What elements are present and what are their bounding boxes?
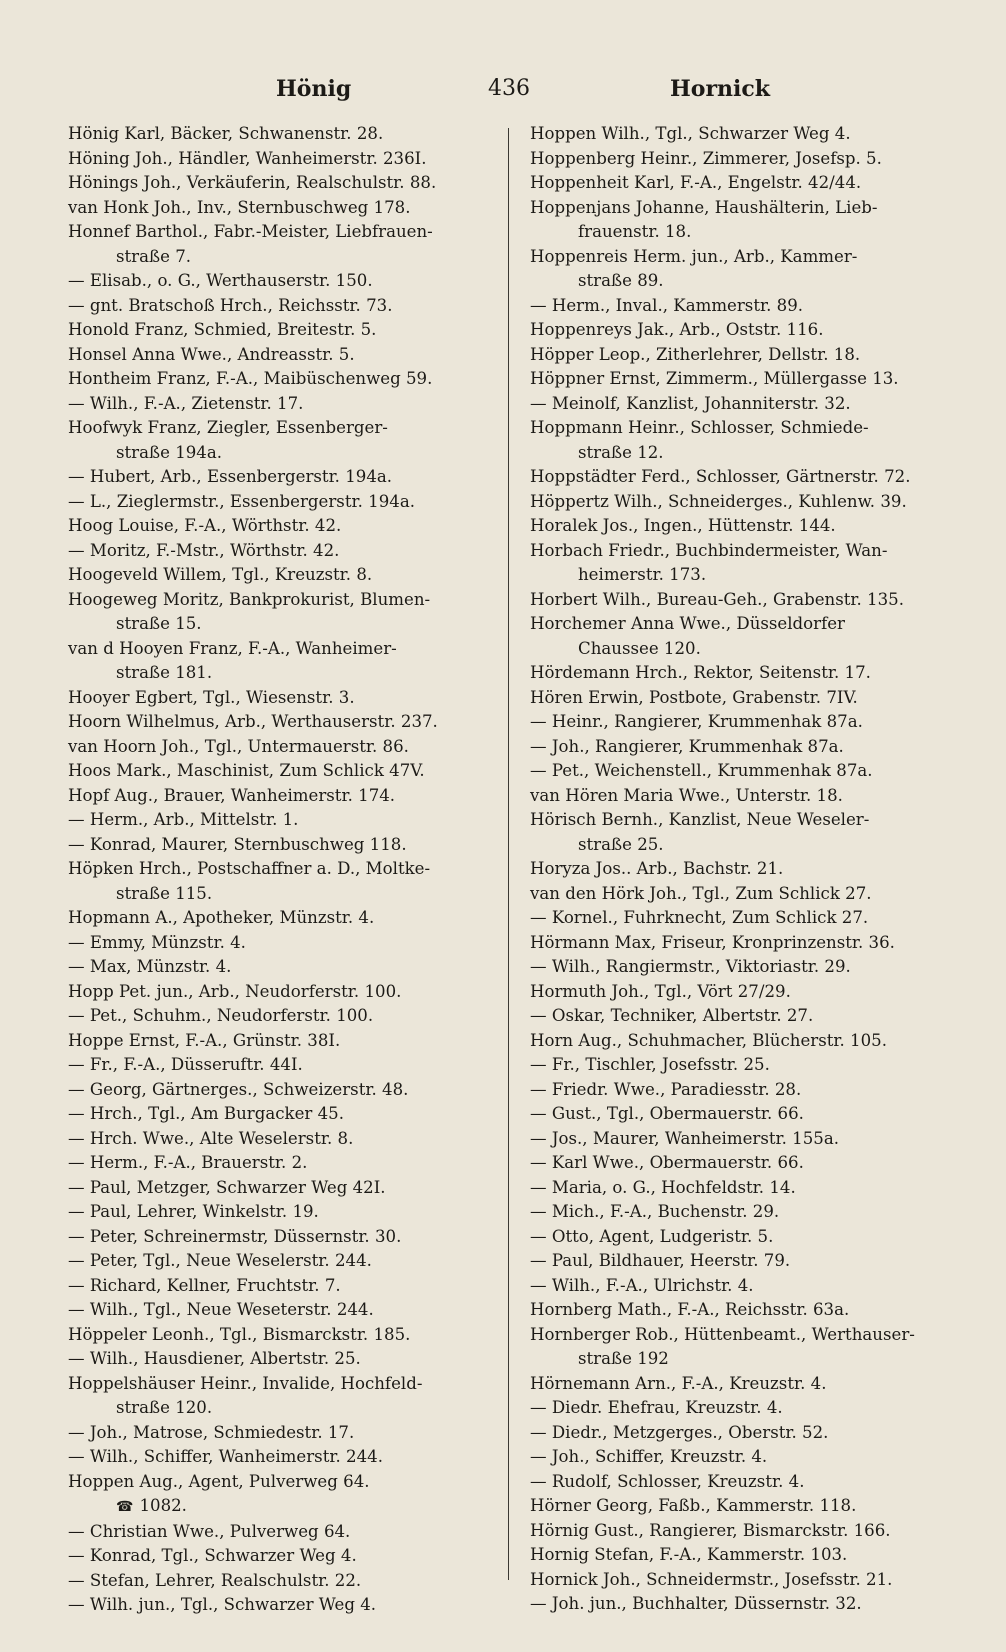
entry-text: Hoorn Wilhelmus, Arb., Werthauserstr. 237. xyxy=(68,712,438,731)
entry-text: Hoppenheit Karl, F.-A., Engelstr. 42/44. xyxy=(530,173,862,192)
entry-text: — Konrad, Maurer, Sternbuschweg 118. xyxy=(68,834,407,854)
directory-entry xyxy=(530,196,930,245)
entry-text: — Kornel., Fuhrknecht, Zum Schlick 27. xyxy=(530,908,869,927)
directory-entry xyxy=(68,1176,478,1201)
entry-text: — Herm., Arb., Mittelstr. 1. xyxy=(68,810,299,829)
directory-entry xyxy=(68,906,478,931)
entry-text: Höpken Hrch., Postschaffner a. D., Moltke- xyxy=(68,859,431,878)
entry-text: — Christian Wwe., Pulverweg 64. xyxy=(68,1521,351,1541)
directory-entry xyxy=(68,1004,478,1029)
directory-entry xyxy=(68,367,478,392)
entry-text: — Fr., Tischler, Josefsstr. 25. xyxy=(530,1055,770,1074)
entry-continuation: straße 120. xyxy=(116,1398,213,1417)
directory-entry xyxy=(68,1323,478,1348)
directory-entry xyxy=(530,490,930,515)
entry-text: — Pet., Schuhm., Neudorferstr. 100. xyxy=(68,1006,374,1025)
directory-entry xyxy=(530,1445,930,1470)
directory-entry xyxy=(530,245,930,294)
directory-entry xyxy=(530,1078,930,1103)
entry-text: Hoogeweg Moritz, Bankprokurist, Blumen- xyxy=(68,589,431,609)
entry-text: — Karl Wwe., Obermauerstr. 66. xyxy=(530,1153,804,1172)
directory-entry xyxy=(530,1543,930,1568)
directory-entry xyxy=(68,465,478,490)
directory-entry xyxy=(68,784,478,809)
entry-text: — Wilh., Hausdiener, Albertstr. 25. xyxy=(68,1349,361,1368)
entry-text: Honsel Anna Wwe., Andreasstr. 5. xyxy=(68,344,355,364)
directory-entry xyxy=(530,857,930,882)
entry-continuation: straße 192 xyxy=(578,1349,669,1368)
directory-entry xyxy=(68,588,478,637)
entry-text: van d Hooyen Franz, F.-A., Wanheimer- xyxy=(68,638,397,658)
directory-entry xyxy=(530,416,930,465)
entry-text: Hontheim Franz, F.-A., Maibüschenweg 59. xyxy=(68,369,433,388)
directory-entry xyxy=(530,1029,930,1054)
directory-entry xyxy=(68,490,478,515)
directory-entry xyxy=(530,392,930,417)
entry-text: Hopmann A., Apotheker, Münzstr. 4. xyxy=(68,908,375,927)
entry-text: Honnef Barthol., Fabr.-Meister, Liebfrauen- xyxy=(68,222,433,241)
directory-entry xyxy=(530,465,930,490)
entry-text: — Meinolf, Kanzlist, Johanniterstr. 32. xyxy=(530,393,851,413)
directory-entry xyxy=(68,833,478,858)
directory-entry xyxy=(530,588,930,613)
directory-entry xyxy=(68,955,478,980)
entry-text: — Pet., Weichenstell., Krummenhak 87a. xyxy=(530,761,873,780)
entry-continuation: straße 194a. xyxy=(116,442,223,462)
entry-text: Hoppelshäuser Heinr., Invalide, Hochfeld- xyxy=(68,1373,423,1393)
entry-text: Hornberger Rob., Hüttenbeamt., Werthauser- xyxy=(530,1324,915,1344)
phone-number: 1082. xyxy=(139,1496,187,1515)
directory-entry xyxy=(68,1053,478,1078)
directory-entry xyxy=(68,931,478,956)
directory-entry xyxy=(530,735,930,760)
entry-text: Hörner Georg, Faßb., Kammerstr. 118. xyxy=(530,1496,857,1515)
directory-entry xyxy=(530,661,930,686)
entry-text: — Hrch., Tgl., Am Burgacker 45. xyxy=(68,1104,344,1123)
telephone-icon: ☎ xyxy=(116,1499,134,1515)
entry-text: Hoppstädter Ferd., Schlosser, Gärtnerstr. 72. xyxy=(530,467,911,486)
directory-entry xyxy=(68,1347,478,1372)
entry-text: — Moritz, F.-Mstr., Wörthstr. 42. xyxy=(68,540,340,560)
directory-entry xyxy=(530,980,930,1005)
directory-entry xyxy=(68,196,478,221)
header-left-keyword: Hönig xyxy=(276,76,352,102)
directory-entry xyxy=(68,1298,478,1323)
directory-entry xyxy=(68,1200,478,1225)
directory-entry xyxy=(530,612,930,661)
directory-entry xyxy=(68,759,478,784)
entry-text: — Oskar, Techniker, Albertstr. 27. xyxy=(530,1006,814,1025)
directory-entry xyxy=(530,1102,930,1127)
directory-entry xyxy=(68,980,478,1005)
entry-text: Hoog Louise, F.-A., Wörthstr. 42. xyxy=(68,516,342,535)
entry-continuation: straße 15. xyxy=(116,614,202,633)
directory-entry xyxy=(530,1323,930,1372)
directory-entry xyxy=(530,539,930,588)
entry-text: Hoppen Wilh., Tgl., Schwarzer Weg 4. xyxy=(530,124,851,143)
entry-text: Hörnemann Arn., F.-A., Kreuzstr. 4. xyxy=(530,1373,827,1393)
directory-entry xyxy=(68,1569,478,1594)
entry-text: — gnt. Bratschoß Hrch., Reichsstr. 73. xyxy=(68,295,393,315)
directory-entry xyxy=(68,563,478,588)
directory-entry xyxy=(530,1151,930,1176)
entry-text: — Georg, Gärtnerges., Schweizerstr. 48. xyxy=(68,1079,409,1099)
entry-text: — Wilh., Schiffer, Wanheimerstr. 244. xyxy=(68,1447,383,1466)
entry-text: — Stefan, Lehrer, Realschulstr. 22. xyxy=(68,1570,362,1590)
directory-entry xyxy=(530,1176,930,1201)
directory-entry xyxy=(530,294,930,319)
entry-text: — Elisab., o. G., Werthauserstr. 150. xyxy=(68,271,373,290)
page-number: 436 xyxy=(488,76,530,101)
entry-text: Hoppenberg Heinr., Zimmerer, Josefsp. 5. xyxy=(530,148,882,168)
directory-entry xyxy=(68,1520,478,1545)
directory-entry xyxy=(68,1372,478,1421)
entry-text: Hoppen Aug., Agent, Pulverweg 64. xyxy=(68,1471,370,1491)
entry-text: Höppertz Wilh., Schneiderges., Kuhlenw. 39. xyxy=(530,491,907,511)
directory-entry xyxy=(530,784,930,809)
entry-text: Hornberg Math., F.-A., Reichsstr. 63a. xyxy=(530,1300,850,1319)
entry-text: Hoos Mark., Maschinist, Zum Schlick 47V. xyxy=(68,761,425,780)
directory-entry xyxy=(530,710,930,735)
directory-entry xyxy=(530,122,930,147)
directory-entry xyxy=(68,343,478,368)
entry-text: — Rudolf, Schlosser, Kreuzstr. 4. xyxy=(530,1471,805,1491)
entry-text: — Peter, Schreinermstr, Düssernstr. 30. xyxy=(68,1226,402,1246)
entry-text: — Diedr. Ehefrau, Kreuzstr. 4. xyxy=(530,1398,783,1417)
directory-entry xyxy=(68,1225,478,1250)
entry-text: — Jos., Maurer, Wanheimerstr. 155a. xyxy=(530,1128,840,1148)
directory-entry xyxy=(530,1298,930,1323)
directory-entry xyxy=(530,318,930,343)
directory-entry xyxy=(68,269,478,294)
entry-text: Hopf Aug., Brauer, Wanheimerstr. 174. xyxy=(68,785,396,805)
column-divider xyxy=(508,128,509,1580)
directory-entry xyxy=(68,686,478,711)
entry-text: — Paul, Bildhauer, Heerstr. 79. xyxy=(530,1251,791,1270)
entry-continuation: straße 115. xyxy=(116,883,213,903)
entry-text: — Wilh. jun., Tgl., Schwarzer Weg 4. xyxy=(68,1595,377,1614)
entry-continuation: straße 89. xyxy=(578,271,664,290)
header-right-keyword: Hornick xyxy=(670,76,771,102)
entry-text: Hörmann Max, Friseur, Kronprinzenstr. 36. xyxy=(530,932,895,952)
directory-entry xyxy=(68,1421,478,1446)
entry-text: van den Hörk Joh., Tgl., Zum Schlick 27. xyxy=(530,883,872,903)
directory-entry xyxy=(530,514,930,539)
directory-entry xyxy=(68,735,478,760)
directory-entry xyxy=(530,1519,930,1544)
entry-text: Höppeler Leonh., Tgl., Bismarckstr. 185. xyxy=(68,1324,411,1344)
directory-entry xyxy=(68,1151,478,1176)
entry-text: Horchemer Anna Wwe., Düsseldorfer xyxy=(530,614,845,633)
directory-entry xyxy=(68,122,478,147)
entry-text: Hörnig Gust., Rangierer, Bismarckstr. 166. xyxy=(530,1520,891,1540)
directory-entry xyxy=(530,906,930,931)
directory-entry xyxy=(68,857,478,906)
entry-text: Hoogeveld Willem, Tgl., Kreuzstr. 8. xyxy=(68,565,373,584)
entry-text: — Friedr. Wwe., Paradiesstr. 28. xyxy=(530,1079,802,1099)
directory-entry xyxy=(530,1225,930,1250)
entry-text: Hoppenreis Herm. jun., Arb., Kammer- xyxy=(530,246,858,266)
entry-text: — Wilh., Rangiermstr., Viktoriastr. 29. xyxy=(530,957,851,976)
directory-entry xyxy=(530,1494,930,1519)
entry-text: — Joh., Rangierer, Krummenhak 87a. xyxy=(530,736,844,756)
entry-text: Hornig Stefan, F.-A., Kammerstr. 103. xyxy=(530,1545,848,1564)
entry-text: — Herm., F.-A., Brauerstr. 2. xyxy=(68,1153,308,1172)
entry-text: — Emmy, Münzstr. 4. xyxy=(68,932,246,952)
entry-text: — L., Zieglermstr., Essenbergerstr. 194a. xyxy=(68,491,415,511)
entry-text: Hördemann Hrch., Rektor, Seitenstr. 17. xyxy=(530,663,871,682)
entry-text: — Paul, Lehrer, Winkelstr. 19. xyxy=(68,1202,319,1221)
directory-entry xyxy=(530,1421,930,1446)
entry-text: Hönig Karl, Bäcker, Schwanenstr. 28. xyxy=(68,124,384,143)
directory-entry xyxy=(530,931,930,956)
entry-continuation: frauenstr. 18. xyxy=(578,222,692,241)
directory-entry xyxy=(530,147,930,172)
directory-entry xyxy=(530,759,930,784)
directory-entry xyxy=(530,1470,930,1495)
directory-entry xyxy=(68,1102,478,1127)
directory-entry xyxy=(68,1593,478,1618)
entry-text: — Heinr., Rangierer, Krummenhak 87a. xyxy=(530,712,863,731)
entry-text: Hoofwyk Franz, Ziegler, Essenberger- xyxy=(68,418,388,437)
entry-text: Hönings Joh., Verkäuferin, Realschulstr. 88. xyxy=(68,173,437,192)
directory-entry xyxy=(530,1249,930,1274)
directory-entry xyxy=(68,808,478,833)
directory-entry xyxy=(68,1029,478,1054)
entry-text: — Paul, Metzger, Schwarzer Weg 42I. xyxy=(68,1177,386,1197)
entry-text: — Gust., Tgl., Obermauerstr. 66. xyxy=(530,1104,804,1123)
entry-text: Hornick Joh., Schneidermstr., Josefsstr. 21. xyxy=(530,1569,893,1589)
entry-text: Hooyer Egbert, Tgl., Wiesenstr. 3. xyxy=(68,687,355,707)
page-header xyxy=(0,70,1006,110)
entry-continuation: straße 25. xyxy=(578,834,664,854)
entry-text: Horyza Jos.. Arb., Bachstr. 21. xyxy=(530,859,784,878)
directory-entry xyxy=(68,416,478,465)
directory-entry xyxy=(68,1249,478,1274)
entry-text: Horalek Jos., Ingen., Hüttenstr. 144. xyxy=(530,516,836,535)
entry-text: Hopp Pet. jun., Arb., Neudorferstr. 100. xyxy=(68,981,402,1001)
directory-entry xyxy=(530,171,930,196)
entry-continuation: Chaussee 120. xyxy=(578,638,701,658)
directory-entry xyxy=(68,1445,478,1470)
directory-entry xyxy=(530,1274,930,1299)
entry-text: — Joh., Matrose, Schmiedestr. 17. xyxy=(68,1422,355,1442)
directory-entry xyxy=(530,955,930,980)
directory-entry xyxy=(68,1274,478,1299)
directory-entry xyxy=(68,710,478,735)
entry-text: Hören Erwin, Postbote, Grabenstr. 7IV. xyxy=(530,687,858,707)
entry-text: — Joh. jun., Buchhalter, Düssernstr. 32. xyxy=(530,1594,862,1613)
directory-entry xyxy=(68,318,478,343)
entry-text: Hormuth Joh., Tgl., Vört 27/29. xyxy=(530,981,791,1001)
entry-text: — Richard, Kellner, Fruchtstr. 7. xyxy=(68,1275,341,1295)
directory-entry xyxy=(530,1004,930,1029)
directory-entry xyxy=(68,147,478,172)
entry-text: van Hören Maria Wwe., Unterstr. 18. xyxy=(530,785,843,805)
entry-text: — Maria, o. G., Hochfeldstr. 14. xyxy=(530,1177,796,1197)
directory-entry xyxy=(68,637,478,686)
entry-text: — Hrch. Wwe., Alte Weselerstr. 8. xyxy=(68,1128,354,1148)
entry-text: Höning Joh., Händler, Wanheimerstr. 236I. xyxy=(68,148,427,168)
entry-continuation: straße 7. xyxy=(116,246,192,266)
directory-entry xyxy=(68,1127,478,1152)
directory-entry xyxy=(68,294,478,319)
directory-entry xyxy=(68,171,478,196)
entry-text: Hoppe Ernst, F.-A., Grünstr. 38I. xyxy=(68,1030,341,1050)
entry-continuation: straße 12. xyxy=(578,442,664,462)
directory-entry xyxy=(530,367,930,392)
directory-entry xyxy=(68,539,478,564)
entry-text: Höppner Ernst, Zimmerm., Müllergasse 13. xyxy=(530,369,899,388)
entry-text: — Wilh., Tgl., Neue Weseterstr. 244. xyxy=(68,1300,374,1319)
directory-entry xyxy=(530,882,930,907)
entry-text: Horn Aug., Schuhmacher, Blücherstr. 105. xyxy=(530,1030,887,1050)
directory-entry xyxy=(68,1494,478,1520)
entry-text: Höpper Leop., Zitherlehrer, Dellstr. 18. xyxy=(530,344,861,364)
entry-text: Hoppenjans Johanne, Haushälterin, Lieb- xyxy=(530,197,878,217)
entry-text: van Hoorn Joh., Tgl., Untermauerstr. 86. xyxy=(68,736,409,756)
entry-continuation: heimerstr. 173. xyxy=(578,565,707,584)
entry-text: — Joh., Schiffer, Kreuzstr. 4. xyxy=(530,1447,768,1466)
directory-entry xyxy=(530,1396,930,1421)
entry-text: Honold Franz, Schmied, Breitestr. 5. xyxy=(68,320,377,339)
directory-entry xyxy=(530,1592,930,1617)
entry-text: — Peter, Tgl., Neue Weselerstr. 244. xyxy=(68,1251,372,1270)
entry-text: — Hubert, Arb., Essenbergerstr. 194a. xyxy=(68,467,393,486)
directory-entry xyxy=(530,1053,930,1078)
left-column xyxy=(68,122,478,1618)
directory-entry xyxy=(68,220,478,269)
directory-entry xyxy=(530,1127,930,1152)
entry-text: Hoppenreys Jak., Arb., Oststr. 116. xyxy=(530,320,824,339)
directory-entry xyxy=(68,1078,478,1103)
directory-entry xyxy=(68,1544,478,1569)
directory-entry xyxy=(68,1470,478,1495)
entry-text: — Wilh., F.-A., Ulrichstr. 4. xyxy=(530,1275,754,1295)
directory-entry xyxy=(530,1568,930,1593)
entry-text: — Konrad, Tgl., Schwarzer Weg 4. xyxy=(68,1546,357,1565)
entry-text: — Mich., F.-A., Buchenstr. 29. xyxy=(530,1202,780,1221)
directory-entry xyxy=(68,392,478,417)
entry-text: — Max, Münzstr. 4. xyxy=(68,957,232,976)
entry-text: — Fr., F.-A., Düsseruftr. 44I. xyxy=(68,1055,303,1074)
entry-text: van Honk Joh., Inv., Sternbuschweg 178. xyxy=(68,197,411,217)
entry-text: Hoppmann Heinr., Schlosser, Schmiede- xyxy=(530,418,869,437)
entry-text: Horbert Wilh., Bureau-Geh., Grabenstr. 135. xyxy=(530,589,905,609)
entry-text: — Herm., Inval., Kammerstr. 89. xyxy=(530,295,804,315)
directory-entry xyxy=(530,686,930,711)
directory-entry xyxy=(530,1200,930,1225)
directory-entry xyxy=(530,808,930,857)
entry-text: — Otto, Agent, Ludgeristr. 5. xyxy=(530,1226,774,1246)
right-column xyxy=(530,122,930,1617)
directory-entry xyxy=(530,1372,930,1397)
directory-entry xyxy=(530,343,930,368)
entry-text: Hörisch Bernh., Kanzlist, Neue Weseler- xyxy=(530,810,870,829)
entry-text: — Diedr., Metzgerges., Oberstr. 52. xyxy=(530,1422,829,1442)
entry-text: Horbach Friedr., Buchbindermeister, Wan- xyxy=(530,540,888,560)
entry-continuation: straße 181. xyxy=(116,663,213,682)
entry-text: — Wilh., F.-A., Zietenstr. 17. xyxy=(68,393,304,413)
directory-entry xyxy=(68,514,478,539)
